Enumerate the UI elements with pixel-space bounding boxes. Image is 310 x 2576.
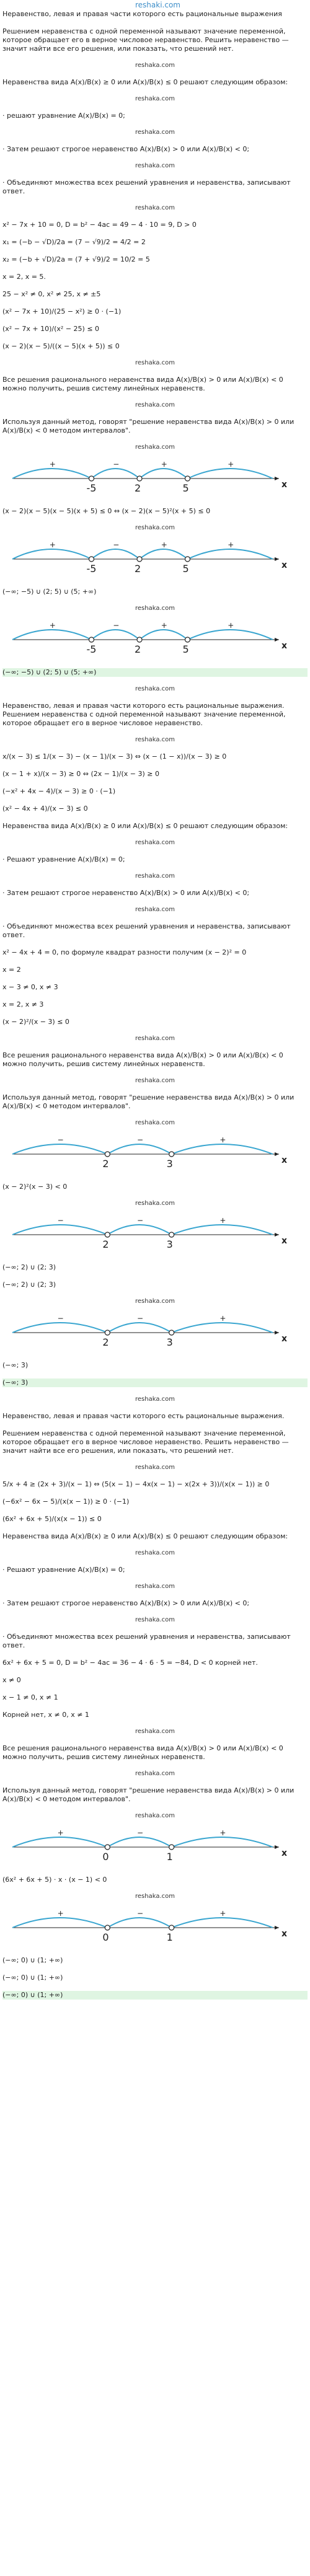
point-label: 2: [102, 1158, 109, 1170]
axis-label: x: [281, 1236, 288, 1246]
number-line: [6, 621, 298, 657]
axis-arrow: [275, 1152, 279, 1156]
axis-label: x: [281, 560, 288, 570]
point-label: 3: [166, 1336, 173, 1348]
watermark-text: reshaka.com: [135, 1893, 175, 1900]
solution-line: · Затем решают строгое неравенство A(x)/B(x) > 0 или A(x)/B(x) < 0;: [2, 145, 250, 153]
solution-line: Используя данный метод, говорят "решение неравенства вида A(x)/B(x) > 0 или A(x)/B(x) < 0 методом интервалов".: [2, 1093, 294, 1110]
solution-line: (x² − 7x + 10)/(x² − 25) ≤ 0: [2, 325, 100, 333]
solution-line: x ≠ 0: [2, 1676, 21, 1684]
watermark-text: reshaka.com: [135, 524, 175, 531]
watermark-text: reshaka.com: [135, 1200, 175, 1207]
point-label: 2: [135, 482, 141, 494]
sign-label: −: [113, 460, 120, 469]
watermark-text: reshaka.com: [135, 162, 175, 169]
point-label: 2: [102, 1336, 109, 1348]
point-marker: [169, 1330, 174, 1335]
interval-arc: [172, 1323, 273, 1333]
point-label: 1: [166, 1851, 173, 1863]
number-line: [6, 540, 298, 576]
point-label: 5: [182, 643, 189, 655]
solution-line: x₂ = (−b + √D)/2a = (7 + √9)/2 = 10/2 = 5: [2, 255, 150, 263]
solution-line: x₁ = (−b − √D)/2a = (7 − √9)/2 = 4/2 = 2: [2, 238, 146, 246]
interval-arc: [107, 1323, 171, 1333]
solution-line: Корней нет, x ≠ 0, x ≠ 1: [2, 1711, 89, 1719]
axis-label: x: [281, 1848, 288, 1858]
axis-arrow: [275, 557, 279, 561]
interval-arc: [107, 1837, 171, 1847]
sign-label: +: [219, 1828, 226, 1837]
watermark-text: reshaka.com: [135, 205, 175, 211]
axis-label: x: [281, 1334, 288, 1344]
solution-line: · Решают уравнение A(x)/B(x) = 0;: [2, 855, 125, 863]
sign-label: −: [137, 1909, 144, 1918]
axis-arrow: [275, 477, 279, 480]
watermark-text: reshaka.com: [135, 1035, 175, 1042]
number-line: [6, 1314, 298, 1350]
point-marker: [185, 557, 190, 562]
interval-arc: [140, 469, 188, 479]
solution-line: (x − 1 + x)/(x − 3) ≥ 0 ⇔ (2x − 1)/(x − 3) ≥ 0: [2, 770, 159, 778]
point-label: 0: [102, 1931, 109, 1943]
point-label: -5: [86, 563, 97, 575]
point-label: 2: [102, 1238, 109, 1250]
point-label: 0: [102, 1851, 109, 1863]
solution-line: x² − 7x + 10 = 0, D = b² − 4ac = 49 − 4 · 10 = 9, D > 0: [2, 221, 197, 229]
point-label: -5: [86, 643, 97, 655]
interval-arc: [12, 1918, 107, 1928]
solution-line: x = 2: [2, 966, 21, 974]
sign-label: +: [49, 540, 56, 549]
solution-line: · решают уравнение A(x)/B(x) = 0;: [2, 112, 125, 120]
interval-arc: [12, 630, 92, 640]
sign-label: −: [57, 1216, 64, 1225]
answer-line: (−∞; −5) ∪ (2; 5) ∪ (5; +∞): [2, 668, 308, 677]
answer-line: (−∞; 3): [2, 1378, 308, 1387]
watermark-text: reshaka.com: [135, 402, 175, 408]
solution-line: x = 2, x ≠ 3: [2, 1000, 44, 1008]
watermark-text: reshaka.com: [135, 359, 175, 366]
solution-line: 5/x + 4 ≥ (2x + 3)/(x − 1) ⇔ (5(x − 1) − 4x(x − 1) − x(2x + 3))/(x(x − 1)) ≥ 0: [2, 1480, 270, 1488]
solution-line: Используя данный метод, говорят "решение неравенства вида A(x)/B(x) > 0 или A(x)/B(x) < 0 методом интервалов".: [2, 418, 294, 434]
interval-arc: [188, 549, 273, 559]
interval-arc: [92, 549, 140, 559]
number-line-svg: [6, 540, 298, 576]
number-line-svg: [6, 1828, 298, 1864]
sign-label: +: [57, 1828, 64, 1837]
watermark-text: reshaka.com: [135, 736, 175, 743]
sign-label: +: [219, 1909, 226, 1918]
watermark-text: reshaka.com: [135, 1728, 175, 1735]
watermark-text: reshaka.com: [135, 444, 175, 451]
point-marker: [169, 1232, 174, 1237]
point-label: 2: [135, 563, 141, 575]
solution-line: x/(x − 3) ≤ 1/(x − 3) − (x − 1)/(x − 3) ⇔ (x − (1 − x))/(x − 3) ≥ 0: [2, 752, 227, 761]
number-line: [6, 1909, 298, 1945]
number-line: [6, 460, 298, 496]
interval-arc: [140, 630, 188, 640]
sign-label: −: [57, 1314, 64, 1323]
solution-line: Все решения рационального неравенства вида A(x)/B(x) > 0 или A(x)/B(x) < 0 можно получить, решив систему линейных неравенств.: [2, 1744, 283, 1761]
solution-line: 6x² + 6x + 5 = 0, D = b² − 4ac = 36 − 4 · 6 · 5 = −84, D < 0 корней нет.: [2, 1659, 258, 1667]
interval-arc: [107, 1918, 171, 1928]
solution-line: Решением неравенства с одной переменной называют значение переменной, которое обращает его в верное числовое неравенство. Решить неравенство — значит найти все его решения, или показать, что решений нет.: [2, 1429, 289, 1455]
watermark-text: reshaka.com: [135, 839, 175, 846]
sign-label: +: [219, 1136, 226, 1144]
watermark-text: reshaka.com: [135, 1617, 175, 1623]
solution-line: Неравенство, левая и правая части которого есть рациональные выражения. Решением неравенства с одной переменной называют значение переменной, которое обращает его в верное числовое неравенство.: [2, 702, 286, 727]
axis-arrow: [275, 1845, 279, 1849]
watermark-text: reshaka.com: [135, 1583, 175, 1590]
axis-label: x: [281, 1155, 288, 1165]
sign-label: +: [228, 460, 234, 469]
number-line-svg: [6, 1136, 298, 1171]
point-marker: [89, 476, 94, 481]
solution-line: (−∞; 3): [2, 1361, 29, 1369]
axis-arrow: [275, 1233, 279, 1237]
watermark-text: reshaka.com: [135, 95, 175, 102]
point-label: 3: [166, 1158, 173, 1170]
interval-arc: [92, 469, 140, 479]
point-marker: [89, 557, 94, 562]
solution-line: · Затем решают строгое неравенство A(x)/B(x) > 0 или A(x)/B(x) < 0;: [2, 889, 250, 897]
watermark-text: reshaka.com: [135, 1119, 175, 1126]
point-marker: [169, 1152, 174, 1157]
point-marker: [105, 1330, 110, 1335]
solution-content: [2, 10, 308, 2008]
interval-arc: [12, 1323, 107, 1333]
point-label: 1: [166, 1931, 173, 1943]
watermark-text: reshaka.com: [135, 873, 175, 880]
point-marker: [185, 476, 190, 481]
solution-line: Неравенство, левая и правая части которого есть рациональные выражения.: [2, 1412, 285, 1420]
solution-line: (x − 2)²/(x − 3) ≤ 0: [2, 1018, 69, 1026]
sign-label: +: [228, 621, 234, 630]
watermark-text: reshaka.com: [135, 129, 175, 136]
interval-arc: [107, 1225, 171, 1235]
solution-line: (x² − 4x + 4)/(x − 3) ≤ 0: [2, 805, 88, 813]
solution-line: (−x² + 4x − 4)/(x − 3) ≥ 0 · (−1): [2, 787, 116, 795]
sign-label: +: [57, 1909, 64, 1918]
interval-arc: [12, 469, 92, 479]
sign-label: −: [137, 1136, 144, 1144]
watermark-text: reshaka.com: [135, 1812, 175, 1819]
solution-line: 25 − x² ≠ 0, x² ≠ 25, x ≠ ±5: [2, 290, 101, 298]
solution-line: (−∞; 2) ∪ (2; 3): [2, 1281, 56, 1289]
interval-arc: [172, 1918, 273, 1928]
point-marker: [169, 1845, 174, 1850]
number-line: [6, 1828, 298, 1864]
site-link[interactable]: reshaki.com: [135, 1, 180, 9]
watermark-text: reshaka.com: [135, 1770, 175, 1777]
sign-label: −: [137, 1828, 144, 1837]
point-marker: [137, 637, 142, 642]
solution-line: (−∞; 0) ∪ (1; +∞): [2, 1956, 63, 1964]
interval-arc: [140, 549, 188, 559]
axis-arrow: [275, 638, 279, 642]
solution-line: Все решения рационального неравенства вида A(x)/B(x) > 0 или A(x)/B(x) < 0 можно получить, решив систему линейных неравенств.: [2, 1051, 283, 1068]
watermark-text: reshaka.com: [135, 1298, 175, 1305]
interval-arc: [12, 1837, 107, 1847]
sign-label: +: [161, 460, 167, 469]
interval-arc: [12, 1144, 107, 1154]
answer-line: (−∞; 0) ∪ (1; +∞): [2, 1991, 308, 2000]
interval-arc: [107, 1144, 171, 1154]
interval-arc: [188, 630, 273, 640]
sign-label: −: [137, 1216, 144, 1225]
sign-label: +: [161, 621, 167, 630]
point-label: -5: [86, 482, 97, 494]
watermark-text: reshaka.com: [135, 1464, 175, 1471]
sign-label: −: [57, 1136, 64, 1144]
point-label: 5: [182, 563, 189, 575]
solution-line: (6x² + 6x + 5)/(x(x − 1)) ≤ 0: [2, 1515, 102, 1523]
number-line-svg: [6, 1216, 298, 1252]
solution-line: (x − 2)²(x − 3) < 0: [2, 1183, 68, 1191]
number-line-svg: [6, 1314, 298, 1350]
point-label: 5: [182, 482, 189, 494]
point-marker: [137, 557, 142, 562]
solution-line: · Затем решают строгое неравенство A(x)/B(x) > 0 или A(x)/B(x) < 0;: [2, 1599, 250, 1607]
site-header: [0, 0, 310, 9]
sign-label: +: [161, 540, 167, 549]
solution-line: Неравенство, левая и правая части которого есть рациональные выражения: [2, 10, 282, 18]
axis-arrow: [275, 1331, 279, 1334]
interval-arc: [92, 630, 140, 640]
solution-line: (x − 2)(x − 5)/((x − 5)(x + 5)) ≤ 0: [2, 342, 120, 350]
axis-label: x: [281, 1929, 288, 1939]
sign-label: −: [113, 540, 120, 549]
sign-label: −: [113, 621, 120, 630]
point-label: 3: [166, 1238, 173, 1250]
interval-arc: [12, 549, 92, 559]
solution-line: Используя данный метод, говорят "решение неравенства вида A(x)/B(x) > 0 или A(x)/B(x) < 0 методом интервалов".: [2, 1786, 294, 1803]
axis-arrow: [275, 1926, 279, 1930]
number-line: [6, 1216, 298, 1252]
solution-line: · Объединяют множества всех решений уравнения и неравенства, записывают ответ.: [2, 922, 291, 939]
interval-arc: [188, 469, 273, 479]
sign-label: −: [137, 1314, 144, 1323]
solution-line: x − 1 ≠ 0, x ≠ 1: [2, 1693, 58, 1701]
interval-arc: [172, 1225, 273, 1235]
watermark-text: reshaka.com: [135, 1550, 175, 1556]
solution-line: (−∞; 2) ∪ (2; 3): [2, 1263, 56, 1271]
sign-label: +: [228, 540, 234, 549]
solution-line: Решением неравенства с одной переменной называют значение переменной, которое обращает его в верное числовое неравенство. Решить неравенство — значит найти все его решения, или показать, что решений нет.: [2, 27, 289, 53]
watermark-text: reshaka.com: [135, 686, 175, 692]
point-marker: [137, 476, 142, 481]
solution-line: · Решают уравнение A(x)/B(x) = 0;: [2, 1566, 125, 1574]
number-line-svg: [6, 460, 298, 496]
solution-line: (−6x² − 6x − 5)/(x(x − 1)) ≥ 0 · (−1): [2, 1498, 130, 1506]
interval-arc: [12, 1225, 107, 1235]
solution-line: (x² − 7x + 10)/(25 − x²) ≥ 0 · (−1): [2, 307, 122, 315]
interval-arc: [172, 1144, 273, 1154]
watermark-text: reshaka.com: [135, 605, 175, 612]
interval-arc: [172, 1837, 273, 1847]
sign-label: +: [49, 460, 56, 469]
point-marker: [105, 1925, 110, 1930]
watermark-text: reshaka.com: [135, 1396, 175, 1403]
point-marker: [105, 1152, 110, 1157]
solution-line: (−∞; 0) ∪ (1; +∞): [2, 1974, 63, 1982]
solution-line: x² − 4x + 4 = 0, по формуле квадрат разности получим (x − 2)² = 0: [2, 948, 247, 956]
solution-line: (6x² + 6x + 5) · x · (x − 1) < 0: [2, 1876, 107, 1884]
solution-line: Неравенства вида A(x)/B(x) ≥ 0 или A(x)/B(x) ≤ 0 решают следующим образом:: [2, 78, 288, 86]
solution-line: Неравенства вида A(x)/B(x) ≥ 0 или A(x)/B(x) ≤ 0 решают следующим образом:: [2, 822, 288, 830]
solution-line: Все решения рационального неравенства вида A(x)/B(x) > 0 или A(x)/B(x) < 0 можно получить, решив систему линейных неравенств.: [2, 376, 283, 392]
axis-label: x: [281, 641, 288, 651]
point-marker: [89, 637, 94, 642]
point-marker: [169, 1925, 174, 1930]
solution-line: (−∞; −5) ∪ (2; 5) ∪ (5; +∞): [2, 588, 97, 596]
number-line: [6, 1136, 298, 1171]
point-marker: [105, 1232, 110, 1237]
watermark-text: reshaka.com: [135, 906, 175, 913]
solution-line: (x − 2)(x − 5)(x − 5)(x + 5) ≤ 0 ⇔ (x − 2)(x − 5)²(x + 5) ≤ 0: [2, 507, 211, 515]
point-label: 2: [135, 643, 141, 655]
sign-label: +: [49, 621, 56, 630]
watermark-text: reshaka.com: [135, 62, 175, 69]
solution-line: · Объединяют множества всех решений уравнения и неравенства, записывают ответ.: [2, 1633, 291, 1649]
solution-line: Неравенства вида A(x)/B(x) ≥ 0 или A(x)/B(x) ≤ 0 решают следующим образом:: [2, 1532, 288, 1540]
sign-label: +: [219, 1216, 226, 1225]
number-line-svg: [6, 1909, 298, 1945]
watermark-text: reshaka.com: [135, 1077, 175, 1084]
axis-label: x: [281, 480, 288, 490]
sign-label: +: [219, 1314, 226, 1323]
solution-line: x − 3 ≠ 0, x ≠ 3: [2, 983, 58, 991]
point-marker: [185, 637, 190, 642]
point-marker: [105, 1845, 110, 1850]
solution-line: · Объединяют множества всех решений уравнения и неравенства, записывают ответ.: [2, 179, 291, 195]
solution-line: x = 2, x = 5.: [2, 273, 46, 281]
number-line-svg: [6, 621, 298, 657]
